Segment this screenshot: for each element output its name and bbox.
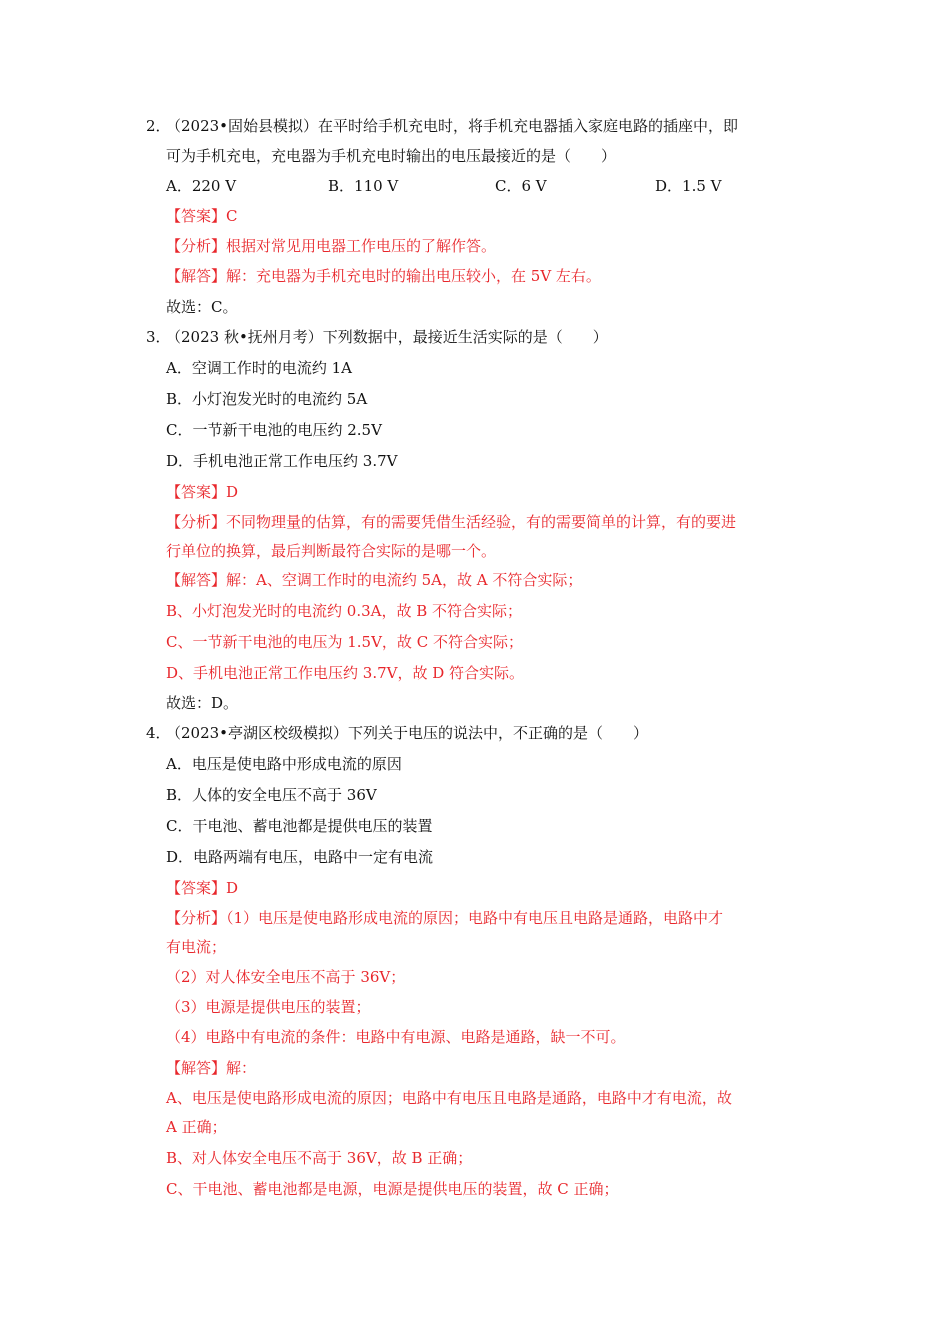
- question-2-stem-line2: 可为手机充电，充电器为手机充电时输出的电压最接近的是（ ）: [166, 147, 617, 165]
- question-4-number: 4．: [146, 724, 171, 742]
- question-4-solution-line1: A、电压是使电路形成电流的原因；电路中有电压且电路是通路，电路中才有电流，故: [166, 1089, 732, 1107]
- question-4-solution-line2: A 正确；: [166, 1118, 227, 1136]
- question-4-stem: （2023•亭湖区校级模拟）下列关于电压的说法中，不正确的是（ ）: [166, 724, 649, 742]
- question-3-solution-line4: D、手机电池正常工作电压约 3.7V，故 D 符合实际。: [166, 664, 525, 682]
- question-3-solution-line2: B、小灯泡发光时的电流约 0.3A，故 B 不符合实际；: [166, 602, 523, 620]
- question-4-option-d: D．电路两端有电压，电路中一定有电流: [166, 848, 434, 866]
- question-3-solution-line1: 【解答】解：A、空调工作时的电流约 5A，故 A 不符合实际；: [166, 571, 583, 589]
- question-2-option-d: D．1.5 V: [655, 177, 722, 195]
- question-2-analysis: 【分析】根据对常见用电器工作电压的了解作答。: [166, 237, 497, 255]
- question-3-analysis-line1: 【分析】不同物理量的估算，有的需要凭借生活经验，有的需要简单的计算，有的要进: [166, 513, 737, 531]
- question-2-answer: 【答案】C: [166, 207, 238, 225]
- question-2-option-b: B．110 V: [328, 177, 399, 195]
- question-4-solution-header: 【解答】解：: [166, 1059, 257, 1077]
- question-4-option-b: B．人体的安全电压不高于 36V: [166, 786, 377, 804]
- question-3-stem: （2023 秋•抚州月考）下列数据中，最接近生活实际的是（ ）: [166, 328, 608, 346]
- question-2-choose: 故选：C。: [166, 298, 238, 316]
- question-4-analysis-line2: 有电流；: [166, 938, 227, 956]
- question-4-answer: 【答案】D: [166, 879, 239, 897]
- question-3-answer: 【答案】D: [166, 483, 239, 501]
- question-4-analysis-line3: （2）对人体安全电压不高于 36V；: [166, 968, 406, 986]
- question-4-analysis-line5: （4）电路中有电流的条件：电路中有电源、电路是通路，缺一不可。: [166, 1028, 626, 1046]
- question-4-option-a: A．电压是使电路中形成电流的原因: [166, 755, 402, 773]
- question-3-option-b: B．小灯泡发光时的电流约 5A: [166, 390, 368, 408]
- question-3-option-a: A．空调工作时的电流约 1A: [166, 359, 352, 377]
- question-2-solution: 【解答】解：充电器为手机充电时的输出电压较小，在 5V 左右。: [166, 267, 601, 285]
- question-4-analysis-line1: 【分析】（1）电压是使电路形成电流的原因；电路中有电压且电路是通路，电路中才: [166, 909, 724, 927]
- question-3-solution-line3: C、一节新干电池的电压为 1.5V，故 C 不符合实际；: [166, 633, 523, 651]
- question-4-solution-line4: C、干电池、蓄电池都是电源，电源是提供电压的装置，故 C 正确；: [166, 1180, 619, 1198]
- question-3-option-d: D．手机电池正常工作电压约 3.7V: [166, 452, 398, 470]
- question-2-option-c: C．6 V: [495, 177, 547, 195]
- question-4-solution-line3: B、对人体安全电压不高于 36V，故 B 正确；: [166, 1149, 473, 1167]
- question-3-analysis-line2: 行单位的换算，最后判断最符合实际的是哪一个。: [166, 542, 497, 560]
- question-2-option-a: A．220 V: [166, 177, 237, 195]
- question-4-option-c: C．干电池、蓄电池都是提供电压的装置: [166, 817, 433, 835]
- question-3-choose: 故选：D。: [166, 694, 239, 712]
- question-2-stem-line1: （2023•固始县模拟）在平时给手机充电时，将手机充电器插入家庭电路的插座中，即: [166, 117, 739, 135]
- question-2-number: 2．: [146, 117, 171, 135]
- question-3-number: 3．: [146, 328, 171, 346]
- question-3-option-c: C．一节新干电池的电压约 2.5V: [166, 421, 382, 439]
- question-4-analysis-line4: （3）电源是提供电压的装置；: [166, 998, 371, 1016]
